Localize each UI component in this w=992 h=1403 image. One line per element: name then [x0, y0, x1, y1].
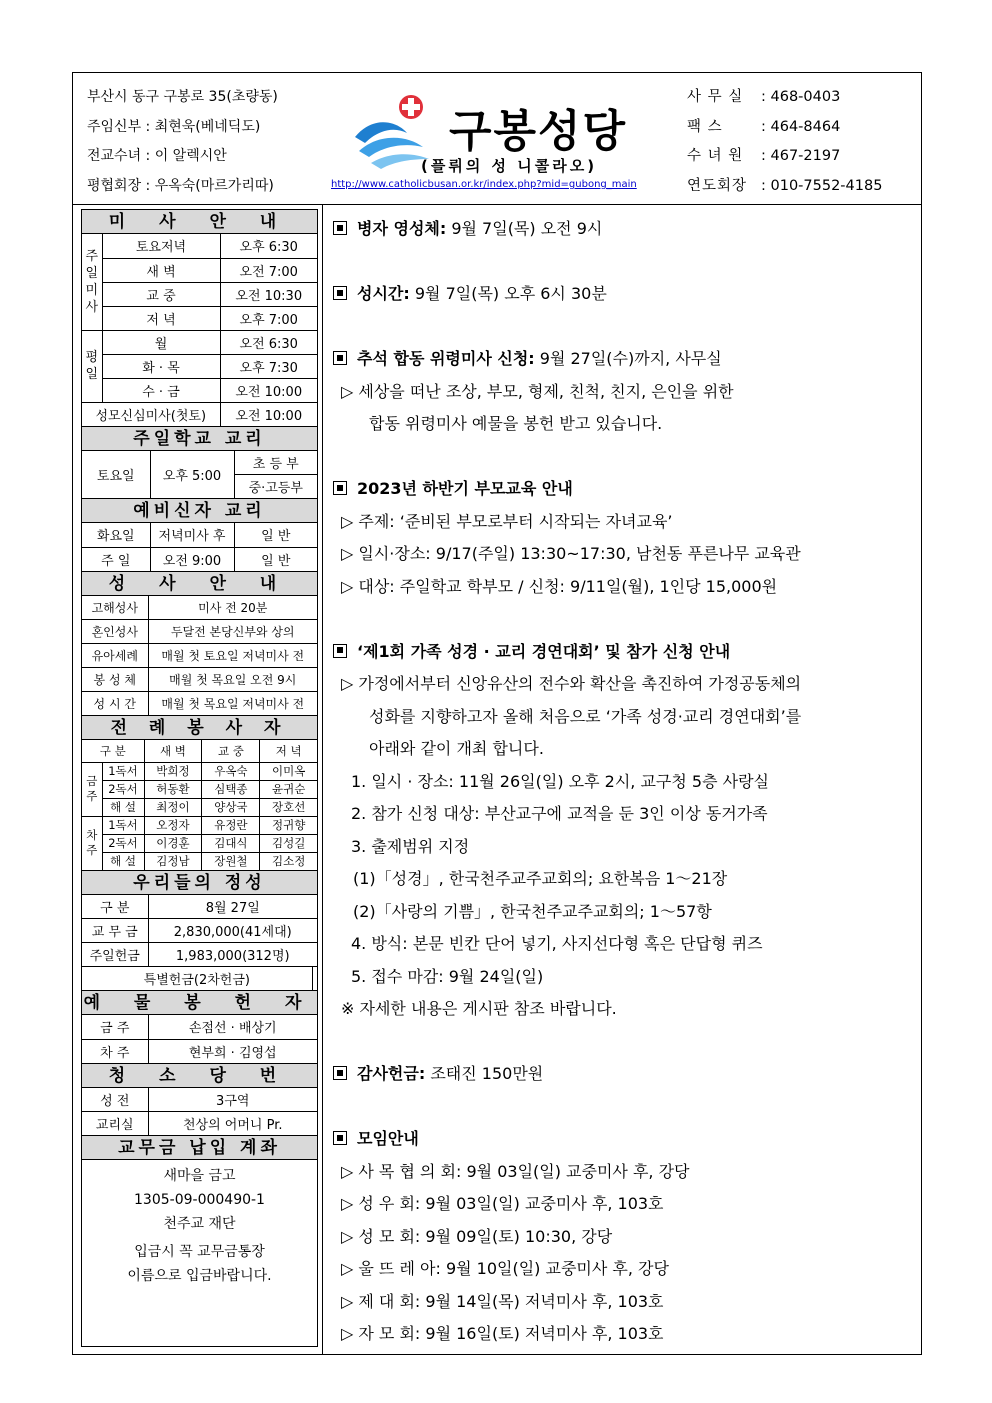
header-contacts	[687, 83, 882, 201]
patron-saint: (플뤼의 성 니콜라오)	[421, 157, 598, 175]
mass-guide-title: 미 사 안 내	[82, 210, 317, 234]
church-name: 구봉성당	[449, 106, 628, 157]
mass-table: 주일미사 토요저녁 오후 6:30 새 벽 오전 7:00 교 중 오전 10:30 저 녁 오후 7:00 평일 월 오전 6:30 화 · 목 오후 7:30 수 · 금 오전 10:00 성모신심미사(첫토) 오전 10:00	[82, 234, 317, 427]
gift-offerers-title: 예 물 봉 헌 자	[83, 993, 316, 1013]
sick-communion-notice: 병자 영성체: 9월 7일(목) 오전 9시	[333, 213, 913, 246]
address: 부산시 동구 구봉로 35(초량동)	[87, 89, 278, 105]
next-week-label: 차주	[82, 816, 102, 870]
servers-title: 전 례 봉 사 자	[82, 716, 317, 740]
meeting-item: ▷ 울 뜨 레 아: 9월 10일(일) 교중미사 후, 강당	[341, 1259, 669, 1278]
meeting-item: ▷ 사 목 협 의 회: 9월 03일(일) 교중미사 후, 강당	[341, 1161, 690, 1181]
council-head: 평협회장 : 우옥숙(마르가리따)	[87, 177, 274, 194]
chuseok-mass-notice: 추석 합동 위령미사 신청: 9월 27일(수)까지, 사무실	[333, 343, 913, 376]
church-logo	[331, 87, 671, 199]
sacrament-table: 고해성사 미사 전 20분 혼인성사 두달전 본당신부와 상의 유아세례 매월 첫 토요일 저녁미사 전 봉 성 체 매월 첫 목요일 오전 9시 성 시 간 매월 첫 목요일 저녁미사 전	[82, 596, 317, 717]
contact-fax: 팩 스 : 464-8464	[687, 118, 841, 135]
meeting-item: ▷ 성 모 회: 9월 09일(토) 10:30, 강당	[341, 1226, 613, 1246]
contact-office: 사 무 실 : 468-0403	[687, 89, 841, 105]
holy-hour-notice: 성시간: 9월 7일(목) 오후 6시 30분	[333, 278, 913, 311]
header	[73, 73, 921, 205]
this-week-label: 금주	[82, 762, 102, 816]
sunday-school-table: 토요일 오후 5:00 초 등 부 중·고등부	[82, 451, 317, 500]
sister: 전교수녀 : 이 알렉시안	[87, 148, 227, 164]
meeting-item: ▷ 자 모 회: 9월 16일(토) 저녁미사 후, 103호	[341, 1324, 664, 1343]
bullet-square-icon	[333, 1066, 347, 1080]
cleaning-duty-table: 성 전 3구역 교리실 천상의 어머니 Pr.	[82, 1088, 317, 1137]
meeting-item: ▷ 제 대 회: 9월 14일(목) 저녁미사 후, 103호	[341, 1291, 664, 1311]
contact-yeondo: 연도회장 : 010-7552-4185	[687, 177, 883, 194]
header-info-left	[87, 83, 278, 201]
account-title: 교무금 납입 계좌	[82, 1136, 317, 1160]
account-info: 새마을 금고 1305-09-000490-1 천주교 재단 입금시 꼭 교무금통장 이름으로 입금바랍니다.	[127, 1168, 272, 1284]
first-saturday-mass: 성모신심미사(첫토)	[82, 402, 220, 426]
parent-education-notice: 2023년 하반기 부모교육 안내	[333, 473, 913, 506]
contact-convent: 수 녀 원 : 467-2197	[687, 148, 841, 164]
offering-title: 우리들의 정성	[82, 871, 317, 895]
bullet-square-icon	[333, 1131, 347, 1145]
meetings-notice: 모임안내	[333, 1123, 913, 1156]
meeting-item: ▷ 성 우 회: 9월 03일(일) 교중미사 후, 103호	[341, 1194, 664, 1213]
column-divider	[322, 205, 323, 1355]
bullet-square-icon	[333, 351, 347, 365]
family-contest-notice: ‘제1회 가족 성경 · 교리 경연대회’ 및 참가 신청 안내	[333, 636, 913, 669]
sunday-school-title: 주일학교 교리	[82, 427, 317, 451]
bullet-square-icon	[333, 481, 347, 495]
servers-table: 구 분 새 벽 교 중 저 녁 금주 1독서 박희정 우옥숙 이미옥 2독서 허동환 심택종 윤귀순 해 설 최정이 양상국 장호선 차주 1독서 오정자 유정란 정귀향 2독서 이경훈 김대식 김성길 해 설 김정남 장원철 김소정	[82, 740, 317, 871]
catechumen-title: 예비신자 교리	[82, 499, 317, 523]
sacrament-title: 성 사 안 내	[82, 572, 317, 596]
weekday-mass-label: 평일	[82, 330, 102, 402]
bulletin-frame	[72, 72, 922, 1355]
offering-table: 구 분 8월 27일 교 무 금 2,830,000(41세대) 주일헌금 1,983,000(312명) 특별헌금(2차헌금)	[82, 895, 317, 992]
notices: 병자 영성체: 9월 7일(목) 오전 9시 성시간: 9월 7일(목) 오후 6시 30분 추석 합동 위령미사 신청: 9월 27일(수)까지, 사무실 ▷ 세상을 떠난 조상, 부모, 형제, 친척, 친지, 은인을 위한 합동 위령미사 예물을 봉헌 받고 있습니다. 2023년 하반기 부모교육 안내 ▷ 주제: ‘준비된 부모로부터 시작되는 자녀교육’ ▷ 일시·장소: 9/17(주일) 13:30~17:30, 남천동 푸른나무 교육관 ▷ 대상: 주일학교 학부모 / 신청: 9/11일(월), 1인당 15,000원 ‘제1회 가족 성경 · 교리 경연대회’ 및 참가 신청 안내 ▷ 가정에서부터 신앙유산의 전수와 확산을 촉진하여 가정공동체의 성화를 지향하고자 올해 처음으로 ‘가족 성경·교리 경연대회’를 아래와 같이 개최 합니다. 1. 일시 · 장소: 11월 26일(일) 오후 2시, 교구청 5층 사랑실 2. 참가 신청 대상: 부산교구에 교적을 둔 3인 이상 동거가족 3. 출제범위 지정 (1)「성경」, 한국천주교주교회의; 요한복음 1～21장 (2)「사랑의 기쁨」, 한국천주교주교회의; 1～57항 4. 방식: 본문 빈칸 단어 넣기, 사지선다형 혹은 단답형 퀴즈 5. 접수 마감: 9월 24일(일) ※ 자세한 내용은 게시판 참조 바랍니다. 감사헌금: 조태진 150만원 모임안내 ▷ 사 목 협 의 회: 9월 03일(일) 교중미사 후, 강당 ▷ 성 우 회: 9월 03일(일) 교중미사 후, 103호 ▷ 성 모 회: 9월 09일(토) 10:30, 강당 ▷ 울 뜨 레 아: 9월 10일(일) 교중미사 후, 강당 ▷ 제 대 회: 9월 14일(목) 저녁미사 후, 103호 ▷ 자 모 회: 9월 16일(토) 저녁미사 후, 103호	[333, 213, 913, 1351]
bullet-square-icon	[333, 286, 347, 300]
catechumen-table: 화요일 저녁미사 후 일 반 주 일 오전 9:00 일 반	[82, 523, 317, 572]
sunday-mass-label: 주일미사	[82, 234, 102, 330]
bullet-square-icon	[333, 644, 347, 658]
bullet-square-icon	[333, 221, 347, 235]
cleaning-duty-title: 청 소 당 번	[82, 1064, 317, 1088]
gift-offerers-table: 금 주 손점선 · 배상기 차 주 현부희 · 김영섭	[82, 1015, 317, 1064]
pastor: 주임신부 : 최현욱(베네딕도)	[87, 118, 261, 135]
homepage-link[interactable]: http://www.catholicbusan.or.kr/index.php?mid=gubong_main	[331, 179, 637, 190]
thanks-offering-notice: 감사헌금: 조태진 150만원	[333, 1058, 913, 1091]
sidebar	[81, 209, 318, 1347]
